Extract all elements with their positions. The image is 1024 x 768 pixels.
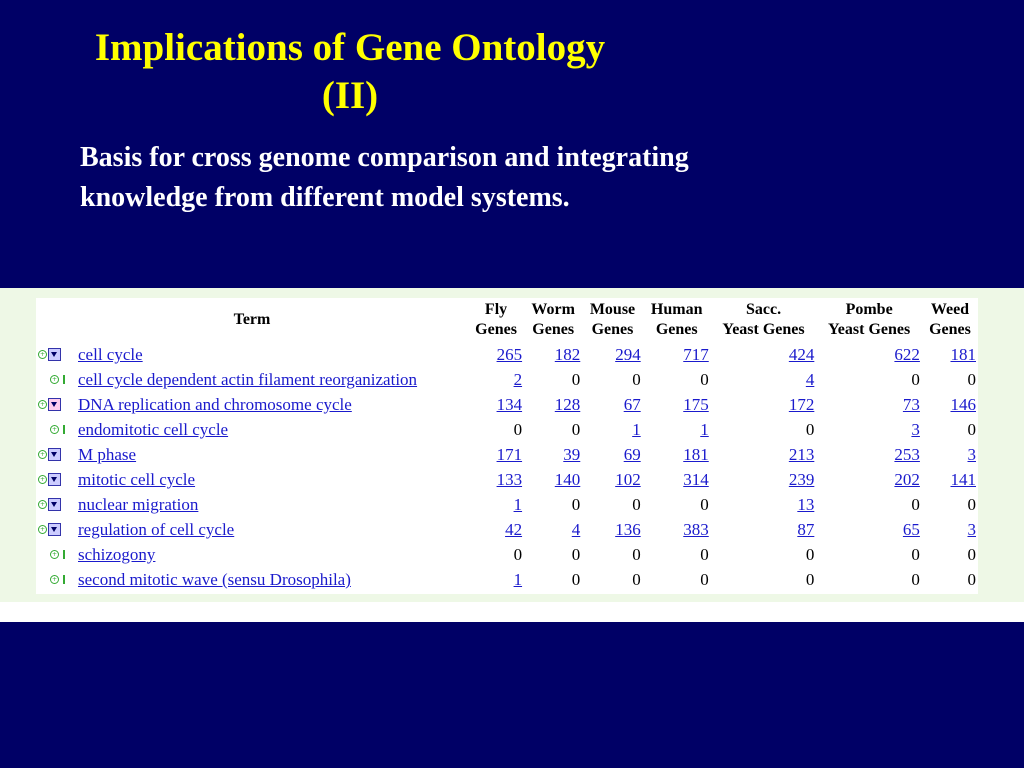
- count-link[interactable]: 2: [513, 370, 523, 389]
- gene-ontology-table-box: [36, 298, 978, 594]
- count-cell-sacc: [711, 392, 817, 417]
- count-cell-pombe: [816, 542, 922, 567]
- count-link[interactable]: 202: [894, 470, 920, 489]
- count-cell-weed: [922, 567, 978, 592]
- count-link[interactable]: 314: [683, 470, 709, 489]
- plus-circle-icon[interactable]: +: [39, 526, 46, 533]
- count-cell-pombe: [816, 442, 922, 467]
- header-pombe: Pombe Yeast Genes: [828, 301, 911, 338]
- count-cell-pombe: [816, 567, 922, 592]
- count-link[interactable]: 3: [911, 420, 920, 439]
- count-value: 0: [632, 495, 641, 514]
- count-link[interactable]: 1: [632, 420, 641, 439]
- term-link[interactable]: nuclear migration: [78, 495, 199, 514]
- count-cell-mouse: [582, 342, 642, 367]
- count-link[interactable]: 172: [788, 395, 815, 414]
- count-cell-mouse: [582, 467, 642, 492]
- count-link[interactable]: 133: [496, 470, 523, 489]
- count-cell-weed: [922, 542, 978, 567]
- count-link[interactable]: 42: [505, 520, 523, 539]
- term-link[interactable]: cell cycle dependent actin filament reorganization: [78, 370, 418, 389]
- count-value: 0: [805, 545, 815, 564]
- count-cell-pombe: [816, 367, 922, 392]
- count-cell-sacc: [711, 542, 817, 567]
- count-link[interactable]: 128: [554, 395, 581, 414]
- triangle-down-icon[interactable]: [48, 498, 61, 511]
- count-link[interactable]: 3: [967, 445, 976, 464]
- term-cell: [36, 392, 468, 417]
- term-cell: [36, 567, 468, 592]
- header-mouse: Mouse Genes: [589, 301, 636, 338]
- triangle-down-icon[interactable]: [48, 448, 61, 461]
- term-link[interactable]: mitotic cell cycle: [78, 470, 196, 489]
- count-cell-mouse: [582, 542, 642, 567]
- count-link[interactable]: 294: [615, 345, 641, 364]
- term-cell: [36, 367, 468, 392]
- count-cell-pombe: [816, 467, 922, 492]
- count-link[interactable]: 3: [967, 520, 976, 539]
- count-value: 0: [571, 420, 581, 439]
- count-link[interactable]: 1: [700, 420, 709, 439]
- count-cell-worm: [524, 442, 582, 467]
- count-value: 0: [632, 545, 641, 564]
- count-cell-fly: [468, 542, 524, 567]
- count-cell-weed: [922, 442, 978, 467]
- tree-node-icons[interactable]: [38, 523, 78, 536]
- leaf-bar-icon: [63, 550, 65, 559]
- term-cell: [36, 417, 468, 442]
- count-cell-worm: [524, 417, 582, 442]
- count-cell-pombe: [816, 392, 922, 417]
- tree-node-icons[interactable]: [38, 348, 78, 361]
- count-cell-sacc: [711, 567, 817, 592]
- header-term: Term: [233, 311, 271, 328]
- header-sacc: Sacc. Yeast Genes: [722, 301, 805, 338]
- header-fly: Fly Genes: [475, 301, 517, 338]
- slide-title-line2: (II): [321, 74, 379, 117]
- count-cell-worm: [524, 367, 582, 392]
- leaf-bar-icon: [63, 375, 65, 384]
- count-cell-worm: [524, 467, 582, 492]
- count-cell-human: [643, 342, 711, 367]
- term-link[interactable]: schizogony: [78, 545, 156, 564]
- count-value: 0: [513, 420, 523, 439]
- table-header-row: [36, 298, 978, 342]
- count-cell-pombe: [816, 492, 922, 517]
- plus-circle-icon[interactable]: +: [39, 351, 46, 358]
- count-cell-sacc: [711, 367, 817, 392]
- plus-circle-icon[interactable]: +: [51, 376, 58, 383]
- count-cell-human: [643, 517, 711, 542]
- count-cell-weed: [922, 367, 978, 392]
- count-link[interactable]: 65: [902, 520, 920, 539]
- count-link[interactable]: 1: [513, 495, 523, 514]
- count-link[interactable]: 13: [797, 495, 815, 514]
- term-link[interactable]: cell cycle: [78, 345, 143, 364]
- count-cell-fly: [468, 392, 524, 417]
- tree-node-icons[interactable]: [38, 550, 78, 559]
- count-cell-weed: [922, 417, 978, 442]
- count-value: 0: [571, 545, 581, 564]
- count-link[interactable]: 171: [496, 445, 523, 464]
- plus-circle-icon[interactable]: +: [51, 576, 58, 583]
- plus-circle-icon[interactable]: +: [39, 401, 46, 408]
- count-value: 0: [513, 545, 523, 564]
- slide-subtitle: [80, 138, 880, 218]
- count-link[interactable]: 383: [683, 520, 709, 539]
- count-link[interactable]: 136: [615, 520, 641, 539]
- tree-node-icons[interactable]: [38, 448, 78, 461]
- count-link[interactable]: 181: [683, 445, 709, 464]
- count-link[interactable]: 141: [950, 470, 976, 489]
- count-cell-weed: [922, 492, 978, 517]
- count-cell-fly: [468, 342, 524, 367]
- count-cell-pombe: [816, 342, 922, 367]
- count-value: 0: [911, 370, 920, 389]
- slide-subtitle-line2: knowledge from different model systems.: [80, 182, 570, 213]
- table-row: [36, 417, 978, 442]
- count-link[interactable]: 182: [554, 345, 581, 364]
- count-link[interactable]: 175: [683, 395, 709, 414]
- count-value: 0: [967, 545, 976, 564]
- slide-title: [0, 24, 700, 120]
- count-value: 0: [632, 570, 641, 589]
- table-body: [36, 342, 978, 592]
- count-cell-fly: [468, 492, 524, 517]
- term-cell: [36, 517, 468, 542]
- count-link[interactable]: 265: [496, 345, 523, 364]
- tree-node-icons[interactable]: [38, 398, 78, 411]
- count-link[interactable]: 87: [797, 520, 815, 539]
- header-human: Human Genes: [650, 301, 703, 338]
- count-value: 0: [911, 495, 920, 514]
- count-cell-fly: [468, 517, 524, 542]
- count-link[interactable]: 73: [902, 395, 920, 414]
- count-link[interactable]: 67: [623, 395, 641, 414]
- count-cell-mouse: [582, 442, 642, 467]
- tree-node-icons[interactable]: [38, 498, 78, 511]
- count-cell-fly: [468, 367, 524, 392]
- count-value: 0: [967, 495, 976, 514]
- count-cell-fly: [468, 417, 524, 442]
- count-link[interactable]: 213: [788, 445, 815, 464]
- count-cell-mouse: [582, 392, 642, 417]
- count-value: 0: [632, 370, 641, 389]
- term-cell: [36, 442, 468, 467]
- triangle-down-icon[interactable]: [48, 348, 61, 361]
- count-cell-worm: [524, 492, 582, 517]
- count-link[interactable]: 622: [894, 345, 920, 364]
- count-value: 0: [911, 545, 920, 564]
- plus-circle-icon[interactable]: +: [51, 551, 58, 558]
- term-cell: [36, 542, 468, 567]
- count-cell-human: [643, 367, 711, 392]
- count-cell-sacc: [711, 442, 817, 467]
- table-panel: [0, 288, 1024, 622]
- count-cell-mouse: [582, 417, 642, 442]
- count-cell-worm: [524, 567, 582, 592]
- tree-node-icons[interactable]: [38, 425, 78, 434]
- count-link[interactable]: 4: [805, 370, 815, 389]
- count-link[interactable]: 181: [950, 345, 976, 364]
- count-cell-mouse: [582, 517, 642, 542]
- table-row: [36, 567, 978, 592]
- count-cell-sacc: [711, 417, 817, 442]
- count-cell-pombe: [816, 417, 922, 442]
- count-cell-human: [643, 567, 711, 592]
- count-cell-fly: [468, 442, 524, 467]
- count-value: 0: [700, 545, 709, 564]
- term-cell: [36, 492, 468, 517]
- term-link[interactable]: second mitotic wave (sensu Drosophila): [78, 570, 351, 589]
- term-link[interactable]: DNA replication and chromosome cycle: [78, 395, 352, 414]
- count-link[interactable]: 239: [788, 470, 815, 489]
- tree-node-icons[interactable]: [38, 473, 78, 486]
- count-cell-worm: [524, 392, 582, 417]
- leaf-bar-icon: [63, 575, 65, 584]
- count-link[interactable]: 253: [894, 445, 920, 464]
- count-link[interactable]: 140: [554, 470, 581, 489]
- header-weed: Weed Genes: [929, 301, 971, 338]
- triangle-down-icon[interactable]: [48, 473, 61, 486]
- count-value: 0: [967, 570, 976, 589]
- table-row: [36, 542, 978, 567]
- table-row: [36, 467, 978, 492]
- count-cell-fly: [468, 567, 524, 592]
- count-value: 0: [967, 370, 976, 389]
- table-row: [36, 342, 978, 367]
- header-worm: Worm Genes: [531, 301, 575, 338]
- count-link[interactable]: 1: [513, 570, 523, 589]
- count-value: 0: [911, 570, 920, 589]
- slide-subtitle-line1: Basis for cross genome comparison and integrating: [80, 142, 689, 173]
- count-cell-human: [643, 492, 711, 517]
- table-row: [36, 492, 978, 517]
- tree-node-icons[interactable]: [38, 575, 78, 584]
- term-cell: [36, 467, 468, 492]
- count-value: 0: [571, 370, 581, 389]
- count-link[interactable]: 717: [683, 345, 709, 364]
- count-cell-pombe: [816, 517, 922, 542]
- count-value: 0: [700, 570, 709, 589]
- plus-circle-icon[interactable]: +: [51, 426, 58, 433]
- plus-circle-icon[interactable]: +: [39, 451, 46, 458]
- count-cell-worm: [524, 517, 582, 542]
- plus-circle-icon[interactable]: +: [39, 476, 46, 483]
- count-cell-human: [643, 442, 711, 467]
- count-link[interactable]: 4: [571, 520, 581, 539]
- count-value: 0: [700, 495, 709, 514]
- count-cell-human: [643, 392, 711, 417]
- triangle-down-icon[interactable]: [48, 398, 61, 411]
- count-cell-worm: [524, 542, 582, 567]
- term-cell: [36, 342, 468, 367]
- term-link[interactable]: M phase: [78, 445, 137, 464]
- count-cell-human: [643, 542, 711, 567]
- count-cell-sacc: [711, 492, 817, 517]
- count-cell-mouse: [582, 367, 642, 392]
- count-value: 0: [805, 570, 815, 589]
- count-value: 0: [967, 420, 976, 439]
- leaf-bar-icon: [63, 425, 65, 434]
- slide-title-line1: Implications of Gene Ontology: [94, 26, 606, 69]
- count-cell-sacc: [711, 342, 817, 367]
- count-link[interactable]: 69: [623, 445, 641, 464]
- gene-ontology-table: [36, 298, 978, 592]
- count-cell-sacc: [711, 467, 817, 492]
- count-cell-fly: [468, 467, 524, 492]
- count-cell-human: [643, 417, 711, 442]
- plus-circle-icon[interactable]: +: [39, 501, 46, 508]
- count-cell-human: [643, 467, 711, 492]
- table-row: [36, 442, 978, 467]
- count-cell-weed: [922, 342, 978, 367]
- count-link[interactable]: 134: [496, 395, 523, 414]
- count-value: 0: [571, 570, 581, 589]
- count-cell-weed: [922, 467, 978, 492]
- count-cell-sacc: [711, 517, 817, 542]
- term-link[interactable]: endomitotic cell cycle: [78, 420, 229, 439]
- count-cell-mouse: [582, 567, 642, 592]
- term-link[interactable]: regulation of cell cycle: [78, 520, 235, 539]
- count-cell-mouse: [582, 492, 642, 517]
- tree-node-icons[interactable]: [38, 375, 78, 384]
- count-value: 0: [700, 370, 709, 389]
- count-link[interactable]: 424: [788, 345, 815, 364]
- count-cell-worm: [524, 342, 582, 367]
- count-link[interactable]: 102: [615, 470, 641, 489]
- count-link[interactable]: 146: [950, 395, 976, 414]
- count-value: 0: [571, 495, 581, 514]
- triangle-down-icon[interactable]: [48, 523, 61, 536]
- table-row: [36, 392, 978, 417]
- count-cell-weed: [922, 517, 978, 542]
- table-panel-background: [0, 288, 1024, 602]
- table-row: [36, 367, 978, 392]
- count-value: 0: [805, 420, 815, 439]
- table-row: [36, 517, 978, 542]
- count-link[interactable]: 39: [563, 445, 581, 464]
- count-cell-weed: [922, 392, 978, 417]
